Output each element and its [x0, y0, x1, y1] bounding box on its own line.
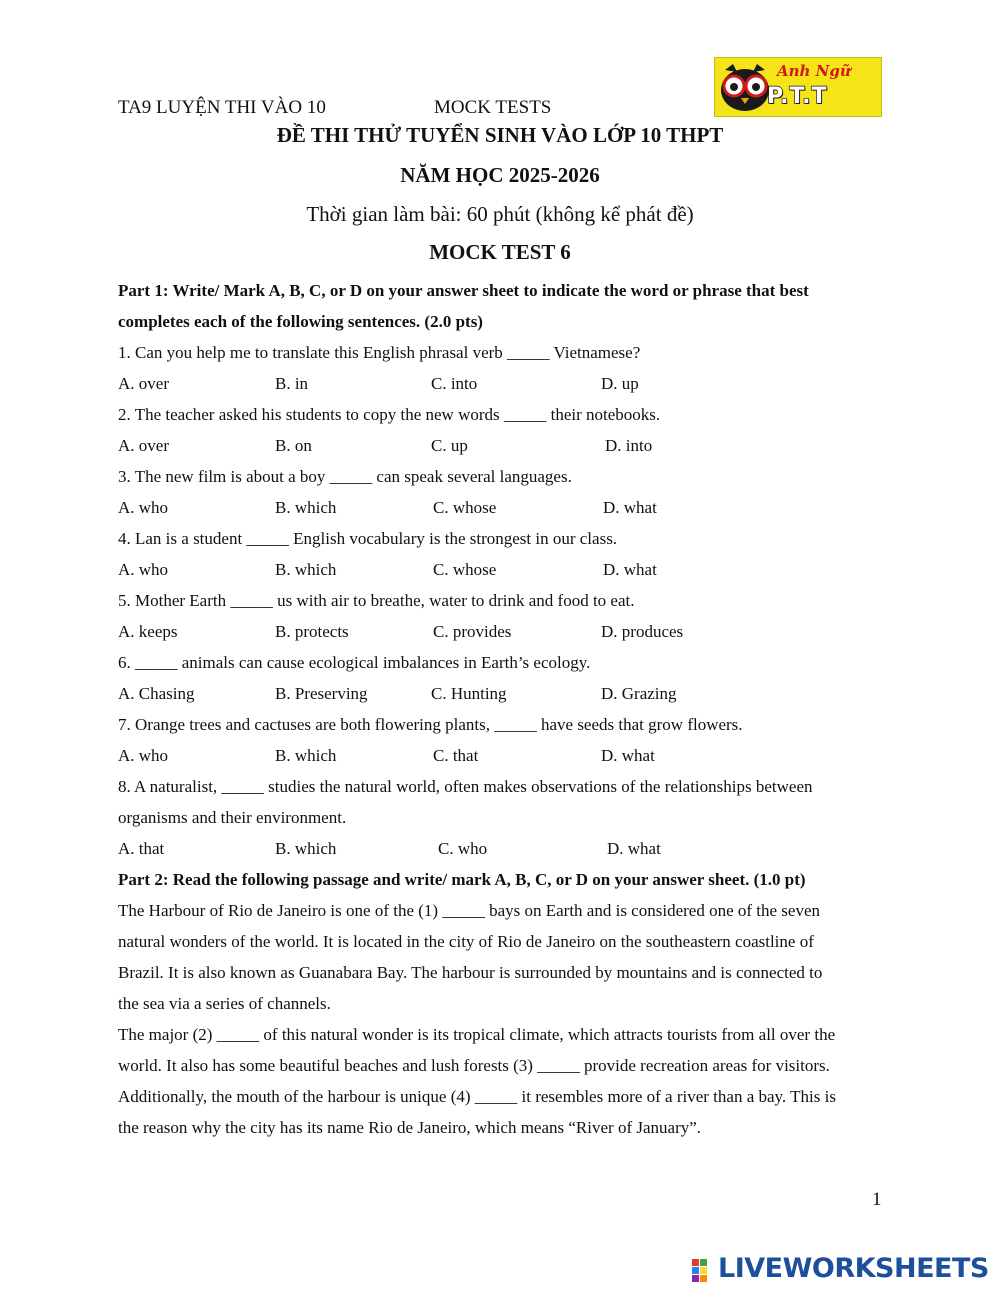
passage-line: the reason why the city has its name Rio de Janeiro, which means “River of January”.: [118, 1118, 702, 1137]
part2-heading: Part 2: Read the following passage and write/ mark A, B, C, or D on your answer sheet. (1.0 pt): [118, 870, 806, 889]
option-a[interactable]: A. keeps: [118, 622, 178, 641]
part1-heading-cont: completes each of the following sentences. (2.0 pts): [118, 312, 483, 331]
option-b[interactable]: B. which: [275, 746, 337, 765]
option-d[interactable]: D. Grazing: [601, 684, 677, 703]
options-4: [118, 554, 898, 585]
question-6: 6. _____ animals can cause ecological imbalances in Earth’s ecology.: [118, 653, 591, 672]
option-c[interactable]: C. up: [431, 436, 468, 455]
option-a[interactable]: A. over: [118, 374, 169, 393]
question-1: 1. Can you help me to translate this English phrasal verb _____ Vietnamese?: [118, 343, 641, 362]
option-b[interactable]: B. which: [275, 498, 337, 517]
option-a[interactable]: A. Chasing: [118, 684, 195, 703]
question-2: 2. The teacher asked his students to copy the new words _____ their notebooks.: [118, 405, 661, 424]
option-a[interactable]: A. who: [118, 498, 169, 517]
option-c[interactable]: C. Hunting: [431, 684, 507, 703]
option-b[interactable]: B. protects: [275, 622, 349, 641]
logo-text-bottom: P.T.T: [767, 84, 828, 109]
passage-line: Brazil. It is also known as Guanabara Bay. The harbour is surrounded by mountains and is connected to: [118, 963, 823, 982]
passage-line: The Harbour of Rio de Janeiro is one of the (1) _____ bays on Earth and is considered one of the seven: [118, 901, 820, 920]
question-8-cont: organisms and their environment.: [118, 808, 347, 827]
exam-body: [118, 275, 898, 1143]
test-name: MOCK TEST 6: [429, 240, 571, 264]
option-b[interactable]: B. which: [275, 839, 337, 858]
question-3: 3. The new film is about a boy _____ can speak several languages.: [118, 467, 572, 486]
time-allowed: Thời gian làm bài: 60 phút (không kể phát đề): [306, 202, 694, 226]
option-d[interactable]: D. into: [605, 436, 653, 455]
option-a[interactable]: A. over: [118, 436, 169, 455]
options-8: [118, 833, 898, 864]
options-7: [118, 740, 898, 771]
option-d[interactable]: D. what: [601, 746, 655, 765]
running-header: [118, 97, 552, 119]
options-6: [118, 678, 898, 709]
question-4: 4. Lan is a student _____ English vocabulary is the strongest in our class.: [118, 529, 618, 548]
option-c[interactable]: C. provides: [433, 622, 512, 641]
option-d[interactable]: D. what: [607, 839, 661, 858]
option-a[interactable]: A. that: [118, 839, 165, 858]
option-c[interactable]: C. who: [438, 839, 488, 858]
option-b[interactable]: B. Preserving: [275, 684, 368, 703]
liveworksheets-cubes-icon: [692, 1259, 716, 1283]
options-5: [118, 616, 898, 647]
option-a[interactable]: A. who: [118, 746, 169, 765]
passage-line: The major (2) _____ of this natural wonder is its tropical climate, which attracts tourists from all over the: [118, 1025, 836, 1044]
option-b[interactable]: B. on: [275, 436, 312, 455]
school-year: NĂM HỌC 2025-2026: [400, 163, 600, 187]
option-a[interactable]: A. who: [118, 560, 169, 579]
option-d[interactable]: D. what: [603, 560, 657, 579]
part1-heading: Part 1: Write/ Mark A, B, C, or D on your answer sheet to indicate the word or phrase that best: [118, 281, 809, 300]
option-b[interactable]: B. which: [275, 560, 337, 579]
options-3: [118, 492, 898, 523]
passage-line: the sea via a series of channels.: [118, 994, 331, 1013]
option-c[interactable]: C. whose: [433, 560, 497, 579]
passage-line: world. It also has some beautiful beaches and lush forests (3) _____ provide recreation areas for visitors.: [118, 1056, 830, 1075]
owl-glasses-icon: [719, 62, 771, 112]
logo-text-top: Anh Ngữ: [777, 62, 851, 80]
question-8: 8. A naturalist, _____ studies the natural world, often makes observations of the relationships between: [118, 777, 813, 796]
passage-line: natural wonders of the world. It is located in the city of Rio de Janeiro on the southeastern coastline of: [118, 932, 814, 951]
option-d[interactable]: D. produces: [601, 622, 684, 641]
options-1: [118, 368, 898, 399]
page-number: 1: [872, 1189, 882, 1210]
school-logo: [714, 57, 882, 117]
options-2: [118, 430, 898, 461]
option-c[interactable]: C. whose: [433, 498, 497, 517]
option-d[interactable]: D. up: [601, 374, 639, 393]
header-section: MOCK TESTS: [434, 97, 552, 118]
header-course: TA9 LUYỆN THI VÀO 10: [118, 97, 326, 118]
option-b[interactable]: B. in: [275, 374, 309, 393]
option-c[interactable]: C. into: [431, 374, 478, 393]
exam-title: ĐỀ THI THỬ TUYỂN SINH VÀO LỚP 10 THPT: [276, 123, 724, 147]
question-5: 5. Mother Earth _____ us with air to breathe, water to drink and food to eat.: [118, 591, 635, 610]
option-c[interactable]: C. that: [433, 746, 479, 765]
question-7: 7. Orange trees and cactuses are both flowering plants, _____ have seeds that grow flowers.: [118, 715, 743, 734]
liveworksheets-wordmark: LIVEWORKSHEETS: [718, 1253, 989, 1284]
option-d[interactable]: D. what: [603, 498, 657, 517]
passage-line: Additionally, the mouth of the harbour is unique (4) _____ it resembles more of a river than a bay. This is: [118, 1087, 836, 1106]
